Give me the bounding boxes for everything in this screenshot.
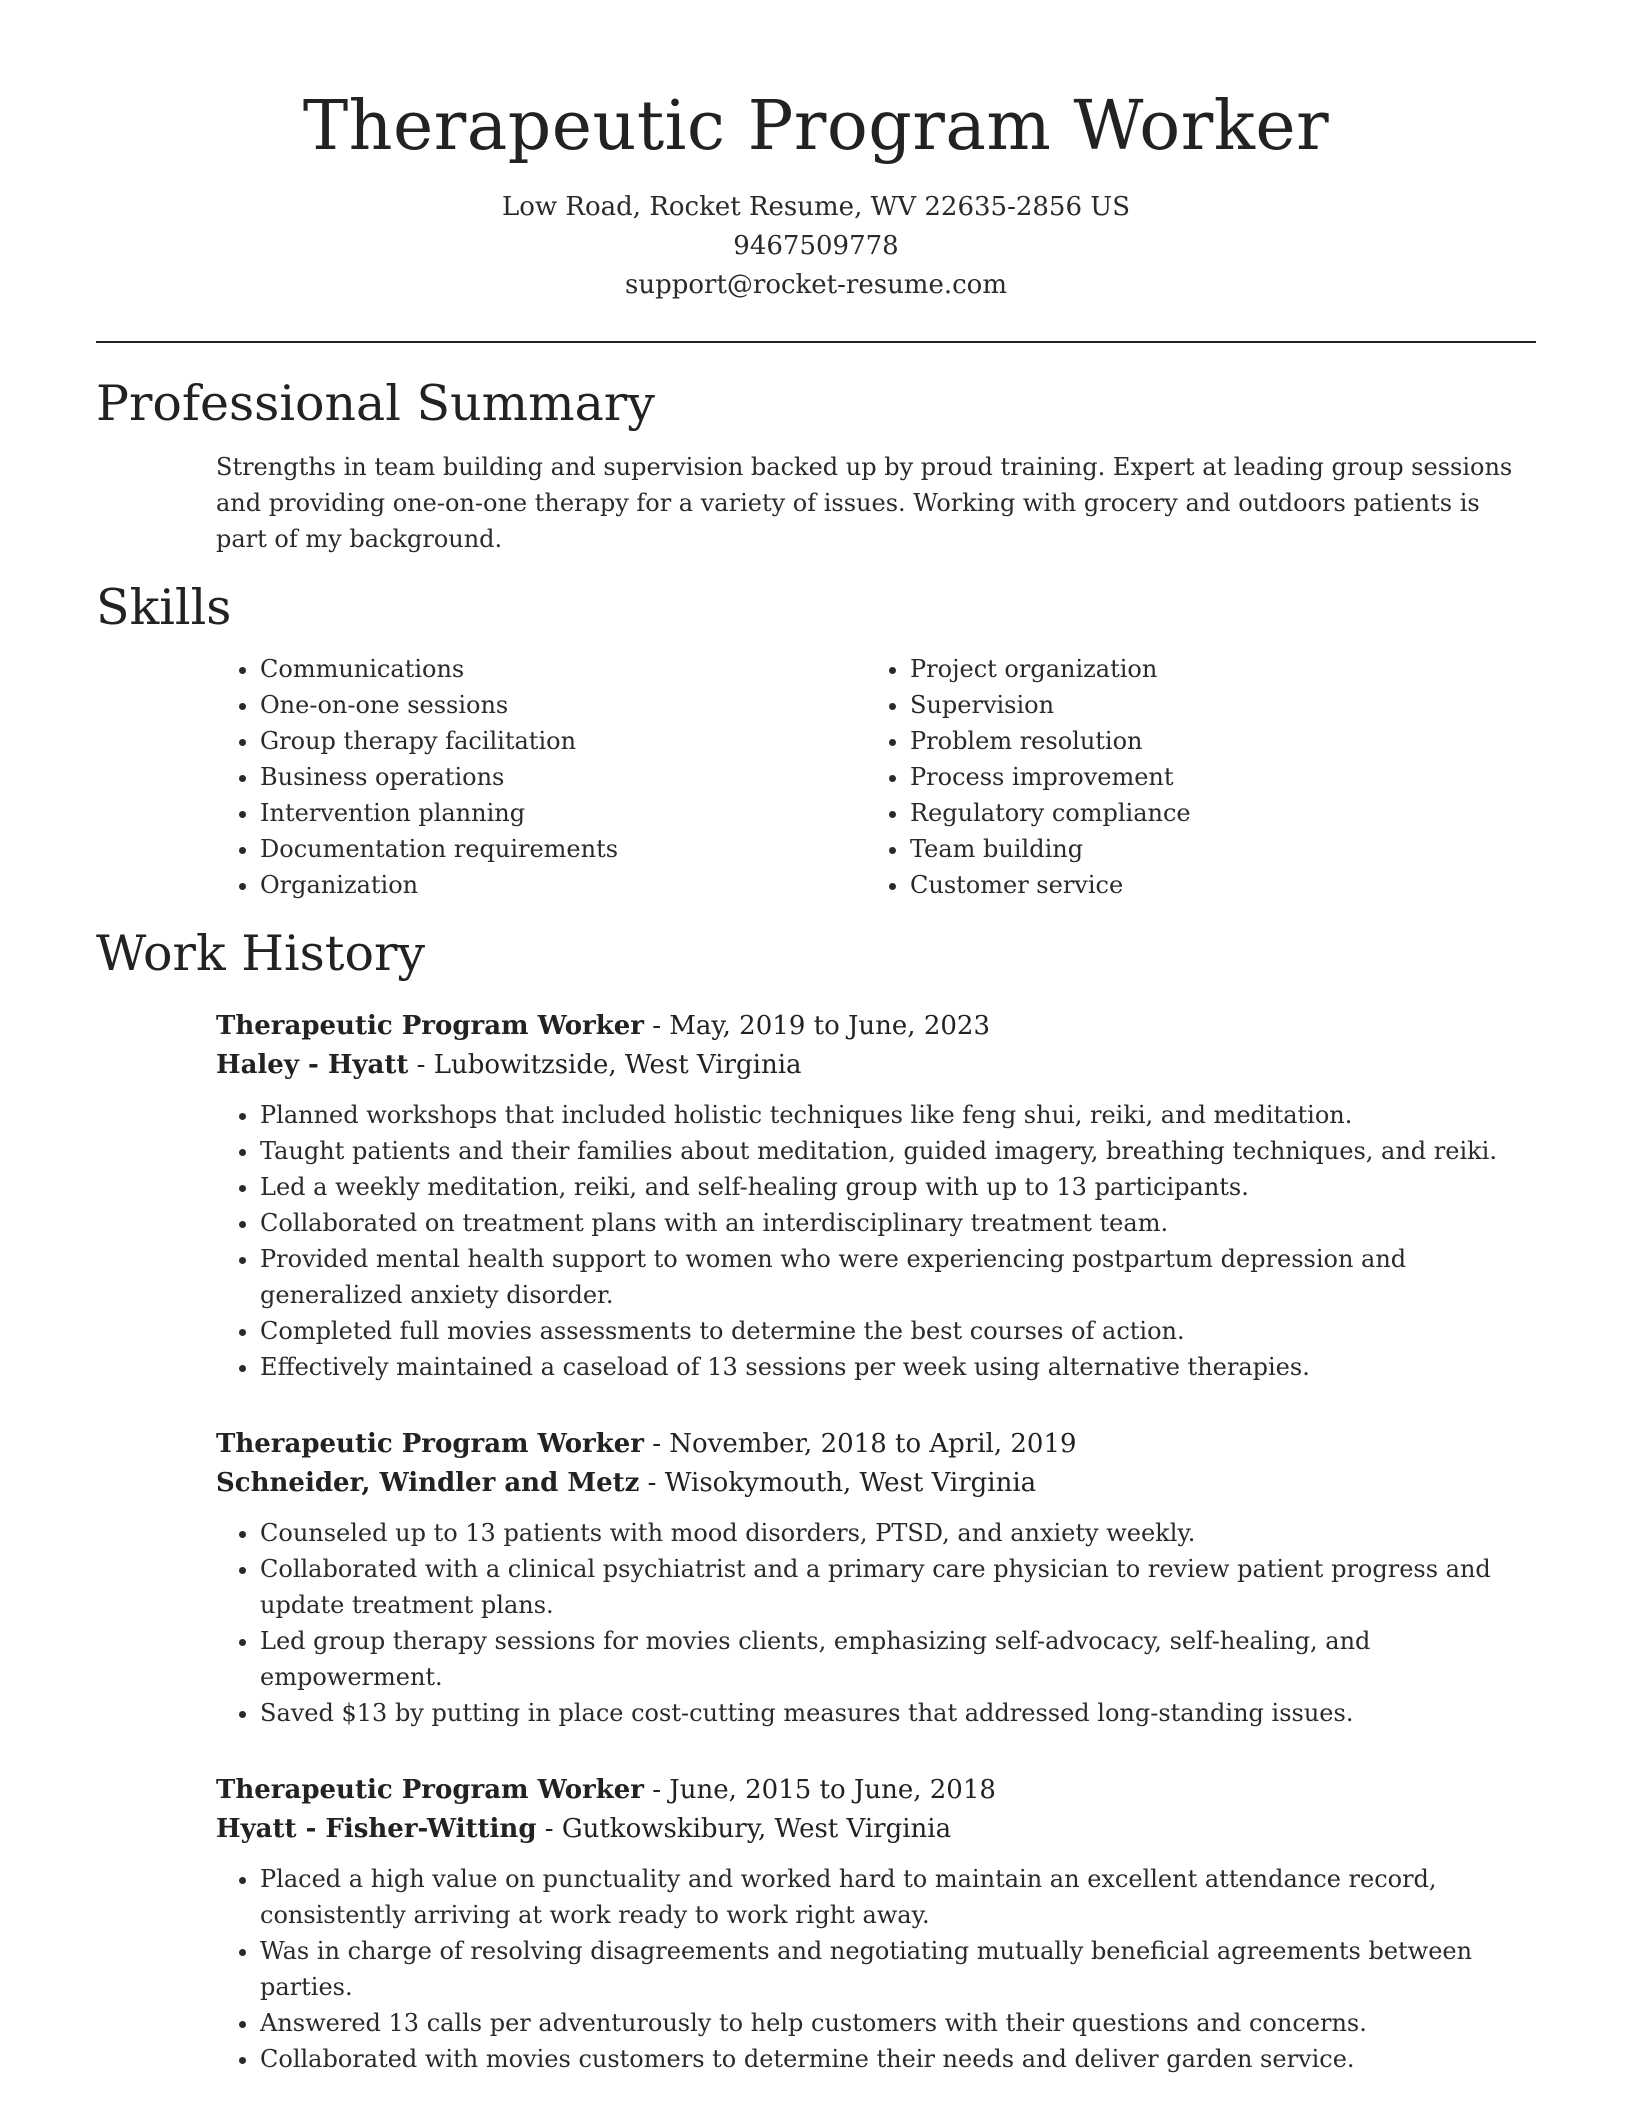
job-bullets — [216, 1861, 1536, 2077]
job-bullet: • Led a weekly meditation, reiki, and self-healing group with up to 13 participants. — [260, 1169, 1536, 1205]
skill-item: • Organization — [260, 867, 866, 903]
contact-address: Low Road, Rocket Resume, WV 22635-2856 US — [501, 192, 1131, 222]
job-company: Haley - Hyatt — [216, 1050, 409, 1080]
skill-item: • Customer service — [910, 867, 1516, 903]
skill-item: • Business operations — [260, 759, 866, 795]
job-bullets — [216, 1097, 1536, 1385]
job-bullet: • Answered 13 calls per adventurously to help customers with their questions and concerns. — [260, 2005, 1536, 2041]
job-entry — [216, 1007, 1536, 1385]
skills-column-left — [216, 651, 866, 903]
job-role: Therapeutic Program Worker — [216, 1775, 644, 1805]
job-location: - Lubowitzside, West Virginia — [408, 1050, 802, 1080]
job-title-line — [216, 1425, 1536, 1464]
job-bullet: • Completed full movies assessments to determine the best courses of action. — [260, 1313, 1536, 1349]
skills-column-right — [866, 651, 1516, 903]
skill-item: • Intervention planning — [260, 795, 866, 831]
job-role: Therapeutic Program Worker — [216, 1429, 644, 1459]
job-bullet: • Led group therapy sessions for movies clients, emphasizing self-advocacy, self-healing, and empowerment. — [260, 1623, 1536, 1695]
job-entry — [216, 1771, 1536, 2077]
job-dates: - June, 2015 to June, 2018 — [643, 1775, 996, 1805]
summary-text: Strengths in team building and supervision backed up by proud training. Expert at leading group sessions and providing one-on-one therapy for a variety of issues. Working with grocery and outdoors patients is part of my background. — [216, 453, 1513, 553]
job-bullets — [216, 1515, 1536, 1731]
resume-header — [96, 0, 1536, 343]
skill-item: • Communications — [260, 651, 866, 687]
skill-item: • Team building — [910, 831, 1516, 867]
job-bullet: • Collaborated on treatment plans with an interdisciplinary treatment team. — [260, 1205, 1536, 1241]
candidate-name: Therapeutic Program Worker — [302, 87, 1330, 166]
job-bullet: • Collaborated with movies customers to determine their needs and deliver garden service. — [260, 2041, 1536, 2077]
skills-list — [216, 651, 1536, 903]
job-location: - Wisokymouth, West Virginia — [639, 1468, 1037, 1498]
contact-email: support@rocket-resume.com — [624, 270, 1007, 300]
job-bullet: • Planned workshops that included holistic techniques like feng shui, reiki, and meditation. — [260, 1097, 1536, 1133]
job-bullet: • Counseled up to 13 patients with mood disorders, PTSD, and anxiety weekly. — [260, 1515, 1536, 1551]
work-history-heading: Work History — [96, 925, 426, 982]
job-company: Schneider, Windler and Metz — [216, 1468, 640, 1498]
job-title-line — [216, 1771, 1536, 1810]
job-bullet: • Taught patients and their families about meditation, guided imagery, breathing techniques, and reiki. — [260, 1133, 1536, 1169]
skill-item: • One-on-one sessions — [260, 687, 866, 723]
resume-page — [96, 0, 1536, 2077]
job-company: Hyatt - Fisher-Witting — [216, 1814, 537, 1844]
skill-item: • Process improvement — [910, 759, 1516, 795]
job-company-line — [216, 1464, 1536, 1503]
header-divider — [96, 341, 1536, 343]
contact-block — [96, 188, 1536, 305]
job-bullet: • Collaborated with a clinical psychiatrist and a primary care physician to review patient progress and update treatment plans. — [260, 1551, 1536, 1623]
job-role: Therapeutic Program Worker — [216, 1011, 644, 1041]
skill-item: • Documentation requirements — [260, 831, 866, 867]
job-company-line — [216, 1046, 1536, 1085]
job-entry — [216, 1425, 1536, 1731]
job-bullet: • Effectively maintained a caseload of 13 sessions per week using alternative therapies. — [260, 1349, 1536, 1385]
job-company-line — [216, 1810, 1536, 1849]
job-bullet: • Saved $13 by putting in place cost-cutting measures that addressed long-standing issues. — [260, 1695, 1536, 1731]
skills-heading: Skills — [96, 579, 232, 636]
skill-item: • Group therapy facilitation — [260, 723, 866, 759]
job-title-line — [216, 1007, 1536, 1046]
job-bullet: • Placed a high value on punctuality and worked hard to maintain an excellent attendance record, consistently arriving at work ready to work right away. — [260, 1861, 1536, 1933]
contact-phone: 9467509778 — [733, 231, 899, 261]
skill-item: • Project organization — [910, 651, 1516, 687]
job-dates: - November, 2018 to April, 2019 — [643, 1429, 1077, 1459]
job-bullet: • Was in charge of resolving disagreements and negotiating mutually beneficial agreements between parties. — [260, 1933, 1536, 2005]
summary-heading: Professional Summary — [96, 375, 655, 432]
job-dates: - May, 2019 to June, 2023 — [643, 1011, 990, 1041]
skill-item: • Supervision — [910, 687, 1516, 723]
skill-item: • Problem resolution — [910, 723, 1516, 759]
skill-item: • Regulatory compliance — [910, 795, 1516, 831]
job-location: - Gutkowskibury, West Virginia — [536, 1814, 952, 1844]
job-bullet: • Provided mental health support to women who were experiencing postpartum depression and generalized anxiety disorder. — [260, 1241, 1536, 1313]
